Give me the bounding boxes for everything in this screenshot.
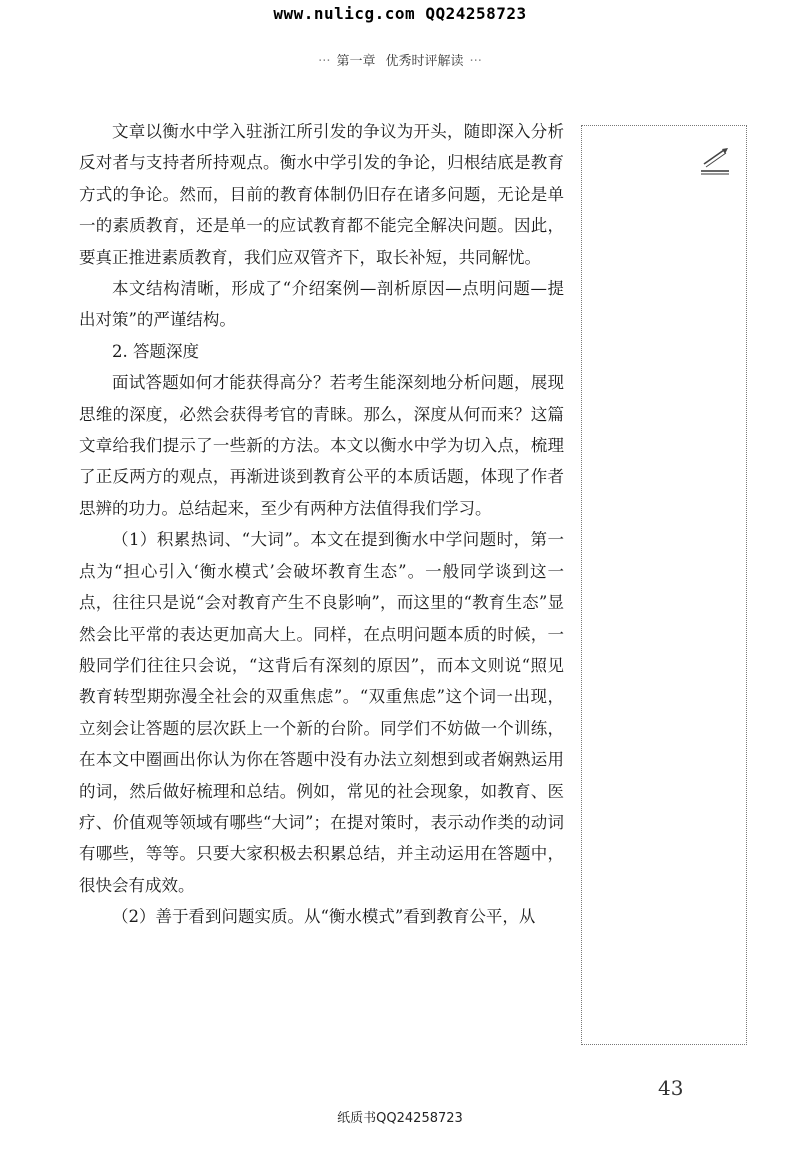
page-number: 43 — [658, 1076, 684, 1100]
paragraph-structure: 本文结构清晰，形成了“介绍案例—剖析原因—点明问题—提出对策”的严谨结构。 — [79, 279, 564, 330]
section-heading-depth: 2. 答题深度 — [112, 341, 199, 361]
header-right-dots: ··· — [469, 54, 482, 69]
running-header — [0, 50, 800, 69]
paragraph-summary: 文章以衡水中学入驻浙江所引发的争议为开头，随即深入分析反对者与支持者所持观点。衡水中学引发的争论，归根结底是教育方式的争论。然而，目前的教育体制仍旧存在诸多问题，无论是单一的素质教育，还是单一的应试教育都不能完全解决问题。因此，要真正推进素质教育，我们应双管齐下，取长补短，共同解忧。 — [79, 122, 564, 267]
header-left-dots: ··· — [318, 54, 331, 69]
watermark-top: www.nulicg.com QQ24258723 — [273, 4, 527, 23]
pen-note-icon — [698, 142, 732, 176]
watermark-bottom: 纸质书QQ24258723 — [337, 1111, 463, 1126]
paragraph-method-2: （2）善于看到问题实质。从“衡水模式”看到教育公平，从 — [112, 907, 536, 927]
paragraph-depth-intro: 面试答题如何才能获得高分？若考生能深刻地分析问题，展现思维的深度，必然会获得考官的青睐。那么，深度从何而来？这篇文章给我们提示了一些新的方法。本文以衡水中学为切入点，梳理了正反两方的观点，再渐进谈到教育公平的本质话题，体现了作者思辨的功力。总结起来，至少有两种方法值得我们学习。 — [79, 373, 564, 518]
notes-sidebar-box — [581, 125, 747, 1045]
chapter-title: 优秀时评解读 — [385, 54, 464, 69]
paragraph-method-1: （1）积累热词、“大词”。本文在提到衡水中学问题时，第一点为“担心引入‘衡水模式’会破坏教育生态”。一般同学谈到这一点，往往只是说“会对教育产生不良影响”，而这里的“教育生态”显然会比平常的表达更加高大上。同样，在点明问题本质的时候，一般同学们往往只会说，“这背后有深刻的原因”，而本文则说“照见教育转型期弥漫全社会的双重焦虑”。“双重焦虑”这个词一出现，立刻会让答题的层次跃上一个新的台阶。同学们不妨做一个训练，在本文中圈画出你认为你在答题中没有办法立刻想到或者娴熟运用的词，然后做好梳理和总结。例如，常见的社会现象，如教育、医疗、价值观等领域有哪些“大词”；在提对策时，表示动作类的动词有哪些，等等。只要大家积极去积累总结，并主动运用在答题中，很快会有成效。 — [79, 530, 564, 895]
article-body — [79, 116, 564, 933]
chapter-label: 第一章 — [336, 54, 376, 69]
